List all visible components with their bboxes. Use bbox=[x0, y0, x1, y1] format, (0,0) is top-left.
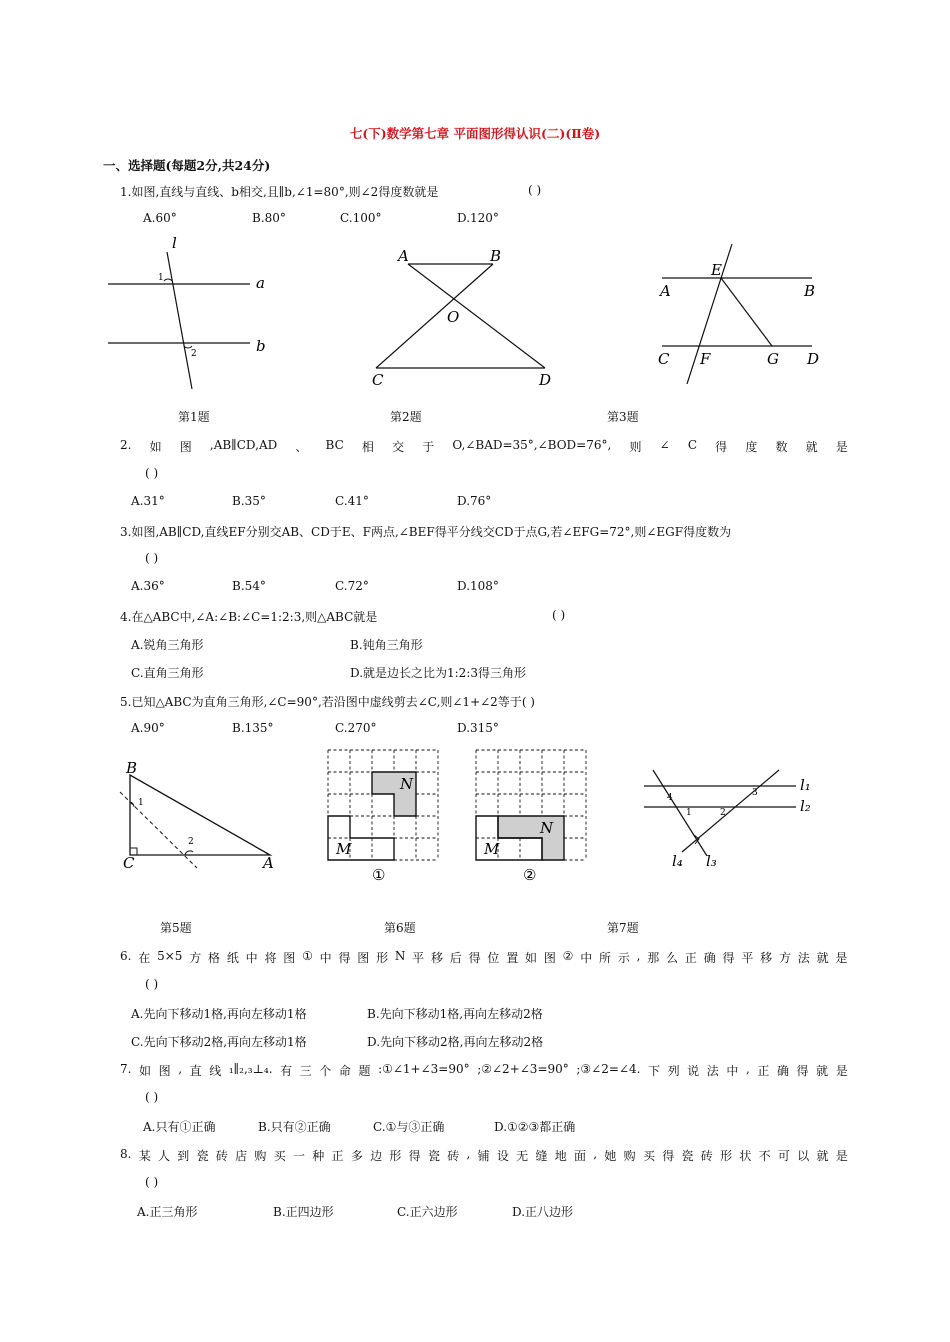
line-l3 bbox=[653, 770, 707, 856]
stem-fragment: , bbox=[466, 1147, 471, 1161]
label-M: M bbox=[336, 840, 352, 858]
question-6-options-row2 bbox=[0, 1033, 950, 1049]
label-l1: l₁ bbox=[800, 776, 811, 794]
stem-fragment: 正 bbox=[757, 1064, 770, 1078]
stem-fragment: 度 bbox=[745, 440, 758, 454]
label-circled-2: ② bbox=[523, 866, 537, 884]
segment-eg bbox=[721, 278, 772, 346]
stem-fragment: 2. bbox=[120, 438, 132, 452]
stem-fragment: 则 bbox=[629, 440, 642, 454]
stem-fragment: 后 bbox=[449, 951, 462, 965]
q6-option-b: B.先向下移动1格,再向左移动2格 bbox=[367, 1007, 543, 1021]
stem-fragment: 7. bbox=[120, 1062, 132, 1076]
stem-fragment: 示 bbox=[617, 951, 630, 965]
label-l3: l₃ bbox=[706, 852, 717, 870]
q8-option-d: D.正八边形 bbox=[512, 1205, 574, 1219]
question-4-options-row1 bbox=[0, 636, 950, 652]
caption-figure-3: 第3题 bbox=[607, 410, 639, 424]
q2-option-d: D.76° bbox=[457, 494, 492, 508]
section-heading: 一、选择题(每题2分,共24分) bbox=[103, 158, 271, 173]
stem-fragment: 直 bbox=[189, 1064, 202, 1078]
stem-fragment: 瓷 bbox=[427, 1149, 440, 1163]
label-G: G bbox=[767, 350, 779, 368]
question-7-stem bbox=[120, 1062, 848, 1079]
stem-fragment: 买 bbox=[642, 1149, 655, 1163]
angle-1-arc bbox=[164, 279, 172, 281]
label-angle-2: 2 bbox=[720, 808, 726, 818]
segment-ad bbox=[408, 264, 545, 368]
label-C: C bbox=[372, 371, 384, 389]
q5-option-d: D.315° bbox=[457, 721, 499, 735]
stem-fragment: ;②∠2+∠3=90° bbox=[477, 1062, 569, 1076]
line-l4 bbox=[682, 770, 779, 852]
question-3-stem: 3.如图,AB∥CD,直线EF分别交AB、CD于E、F两点,∠BEF得平分线交CD于点G,若∠EFG=72°,则∠EGF得度数为 bbox=[120, 525, 732, 539]
stem-fragment: 6. bbox=[120, 949, 132, 963]
stem-fragment: C bbox=[687, 438, 698, 452]
figure-3 bbox=[650, 238, 830, 388]
question-6-bracket: ( ) bbox=[145, 977, 159, 991]
stem-fragment: 下 bbox=[647, 1064, 660, 1078]
stem-fragment: , bbox=[745, 1062, 750, 1076]
stem-fragment: 正 bbox=[331, 1149, 344, 1163]
stem-fragment: 位 bbox=[487, 951, 500, 965]
stem-fragment: 线 bbox=[209, 1064, 222, 1078]
stem-fragment: 就 bbox=[816, 1149, 829, 1163]
label-C: C bbox=[123, 854, 135, 872]
stem-fragment: 图 bbox=[179, 440, 192, 454]
line-l bbox=[167, 252, 192, 389]
stem-fragment: 图 bbox=[283, 951, 296, 965]
caption-figure-7: 第7题 bbox=[607, 921, 639, 935]
label-angle-4: 4 bbox=[667, 793, 673, 803]
q5-option-b: B.135° bbox=[232, 721, 274, 735]
q7-option-d: D.①②③都正确 bbox=[494, 1120, 576, 1134]
q8-option-c: C.正六边形 bbox=[397, 1205, 458, 1219]
q1-option-a: A.60° bbox=[143, 211, 177, 225]
stem-fragment: 个 bbox=[319, 1064, 332, 1078]
stem-fragment: 购 bbox=[254, 1149, 267, 1163]
stem-fragment: 8. bbox=[120, 1147, 132, 1161]
stem-fragment: 如 bbox=[525, 951, 538, 965]
stem-fragment: 是 bbox=[835, 951, 848, 965]
stem-fragment: 买 bbox=[273, 1149, 286, 1163]
question-4-options-row2 bbox=[0, 664, 950, 680]
stem-fragment: 边 bbox=[370, 1149, 383, 1163]
stem-fragment: 如 bbox=[149, 440, 162, 454]
stem-fragment: 中 bbox=[726, 1064, 739, 1078]
stem-fragment: 确 bbox=[703, 951, 716, 965]
stem-fragment: 在 bbox=[138, 951, 151, 965]
question-1-bracket: ( ) bbox=[528, 183, 542, 197]
stem-fragment: ∠ bbox=[659, 438, 670, 452]
stem-fragment: 中 bbox=[580, 951, 593, 965]
stem-fragment: 图 bbox=[158, 1064, 171, 1078]
q3-option-d: D.108° bbox=[457, 579, 499, 593]
question-8-bracket: ( ) bbox=[145, 1175, 159, 1189]
page-title: 七(下)数学第七章 平面图形得认识(二)(Ⅱ卷) bbox=[349, 126, 601, 141]
label-a: a bbox=[256, 274, 265, 292]
stem-fragment: 图 bbox=[357, 951, 370, 965]
q1-option-b: B.80° bbox=[252, 211, 286, 225]
stem-fragment: 缝 bbox=[535, 1149, 548, 1163]
question-4-stem: 4.在△ABC中,∠A:∠B:∠C=1:2:3,则△ABC就是 bbox=[120, 610, 378, 624]
stem-fragment: 三 bbox=[299, 1064, 312, 1078]
stem-fragment: 有 bbox=[280, 1064, 293, 1078]
stem-fragment: 瓷 bbox=[196, 1149, 209, 1163]
q7-option-c: C.①与③正确 bbox=[373, 1120, 445, 1134]
stem-fragment: , bbox=[178, 1062, 183, 1076]
stem-fragment: 到 bbox=[177, 1149, 190, 1163]
stem-fragment: N bbox=[394, 949, 406, 963]
caption-figure-1: 第1题 bbox=[178, 410, 210, 424]
stem-fragment: 置 bbox=[506, 951, 519, 965]
label-D: D bbox=[807, 350, 820, 368]
stem-fragment: 法 bbox=[797, 951, 810, 965]
stem-fragment: 得 bbox=[468, 951, 481, 965]
stem-fragment: ,AB∥CD,AD bbox=[209, 438, 278, 452]
question-2-options bbox=[0, 494, 950, 510]
q7-option-b: B.只有②正确 bbox=[258, 1120, 331, 1134]
stem-fragment: 砖 bbox=[215, 1149, 228, 1163]
stem-fragment: 、 bbox=[295, 440, 308, 454]
stem-fragment: 相 bbox=[361, 440, 374, 454]
q6-option-c: C.先向下移动2格,再向左移动1格 bbox=[131, 1035, 307, 1049]
stem-fragment: 是 bbox=[835, 1149, 848, 1163]
stem-fragment: 多 bbox=[350, 1149, 363, 1163]
label-M: M bbox=[484, 840, 500, 858]
stem-fragment: 砖 bbox=[447, 1149, 460, 1163]
q4-option-b: B.钝角三角形 bbox=[350, 638, 423, 652]
stem-fragment: 得 bbox=[338, 951, 351, 965]
label-angle-2: 2 bbox=[191, 349, 197, 359]
stem-fragment: 中 bbox=[319, 951, 332, 965]
stem-fragment: 命 bbox=[338, 1064, 351, 1078]
stem-fragment: 题 bbox=[358, 1064, 371, 1078]
segment-bc bbox=[376, 264, 493, 368]
question-1-options bbox=[0, 211, 950, 227]
stem-fragment: ₁∥₂,₃⊥₄. bbox=[228, 1062, 273, 1076]
stem-fragment: 瓷 bbox=[681, 1149, 694, 1163]
stem-fragment: BC bbox=[325, 438, 344, 452]
label-l2: l₂ bbox=[800, 797, 811, 815]
stem-fragment: 状 bbox=[739, 1149, 752, 1163]
question-6-options-row1 bbox=[0, 1005, 950, 1021]
question-2-stem bbox=[120, 438, 848, 455]
question-4-bracket: ( ) bbox=[552, 608, 566, 622]
stem-fragment: 种 bbox=[312, 1149, 325, 1163]
q8-option-b: B.正四边形 bbox=[273, 1205, 334, 1219]
label-b: b bbox=[256, 337, 266, 355]
caption-figure-6: 第6题 bbox=[384, 921, 416, 935]
stem-fragment: 于 bbox=[422, 440, 435, 454]
stem-fragment: 砖 bbox=[700, 1149, 713, 1163]
stem-fragment: , bbox=[636, 949, 641, 963]
stem-fragment: 是 bbox=[835, 1064, 848, 1078]
q4-option-d: D.就是边长之比为1:2:3得三角形 bbox=[350, 666, 526, 680]
question-5-stem: 5.已知△ABC为直角三角形,∠C=90°,若沿图中虚线剪去∠C,则∠1+∠2等于( ) bbox=[120, 695, 535, 709]
question-1-stem: 1.如图,直线与直线、b相交,且∥b,∠1=80°,则∠2得度数就是 bbox=[120, 185, 439, 199]
q3-option-c: C.72° bbox=[335, 579, 369, 593]
stem-fragment: 如 bbox=[139, 1064, 152, 1078]
q8-option-a: A.正三角形 bbox=[137, 1205, 198, 1219]
label-E: E bbox=[711, 261, 722, 279]
label-F: F bbox=[700, 350, 711, 368]
stem-fragment: 面 bbox=[574, 1149, 587, 1163]
q5-option-c: C.270° bbox=[335, 721, 377, 735]
label-angle-1: 1 bbox=[158, 273, 164, 283]
stem-fragment: 得 bbox=[722, 951, 735, 965]
stem-fragment: ① bbox=[302, 949, 313, 963]
stem-fragment: 么 bbox=[666, 951, 679, 965]
label-angle-1: 1 bbox=[686, 808, 692, 818]
stem-fragment: 铺 bbox=[477, 1149, 490, 1163]
stem-fragment: 平 bbox=[741, 951, 754, 965]
stem-fragment: 地 bbox=[554, 1149, 567, 1163]
label-A: A bbox=[660, 282, 671, 300]
stem-fragment: 列 bbox=[667, 1064, 680, 1078]
q5-option-a: A.90° bbox=[131, 721, 165, 735]
stem-fragment: 数 bbox=[775, 440, 788, 454]
stem-fragment: , bbox=[593, 1147, 598, 1161]
label-N: N bbox=[540, 819, 554, 837]
label-A: A bbox=[263, 854, 274, 872]
stem-fragment: 就 bbox=[816, 1064, 829, 1078]
stem-fragment: 以 bbox=[797, 1149, 810, 1163]
stem-fragment: 无 bbox=[516, 1149, 529, 1163]
q2-option-c: C.41° bbox=[335, 494, 369, 508]
question-3-options bbox=[0, 579, 950, 595]
label-B: B bbox=[804, 282, 816, 300]
angle-2-arc bbox=[184, 346, 192, 348]
stem-fragment: 设 bbox=[496, 1149, 509, 1163]
stem-fragment: 人 bbox=[158, 1149, 171, 1163]
stem-fragment: 不 bbox=[758, 1149, 771, 1163]
stem-fragment: :①∠1+∠3=90° bbox=[378, 1062, 470, 1076]
label-angle-1: 1 bbox=[138, 798, 144, 808]
q6-option-d: D.先向下移动2格,再向左移动2格 bbox=[367, 1035, 544, 1049]
stem-fragment: 一 bbox=[292, 1149, 305, 1163]
figure-6-grid-1 bbox=[320, 745, 450, 885]
stem-fragment: 就 bbox=[805, 440, 818, 454]
stem-fragment: 她 bbox=[604, 1149, 617, 1163]
q1-option-d: D.120° bbox=[457, 211, 499, 225]
stem-fragment: 将 bbox=[264, 951, 277, 965]
stem-fragment: 是 bbox=[835, 440, 848, 454]
stem-fragment: O,∠BAD=35°,∠BOD=76°, bbox=[452, 438, 612, 452]
stem-fragment: 方 bbox=[189, 951, 202, 965]
label-angle-2: 2 bbox=[188, 837, 194, 847]
label-circled-1: ① bbox=[372, 866, 386, 884]
q1-option-c: C.100° bbox=[340, 211, 382, 225]
question-2-bracket: ( ) bbox=[145, 466, 159, 480]
question-8-options bbox=[0, 1203, 950, 1219]
figure-1 bbox=[100, 234, 280, 394]
question-8-stem bbox=[120, 1147, 848, 1164]
label-l4: l₄ bbox=[672, 852, 683, 870]
stem-fragment: 得 bbox=[662, 1149, 675, 1163]
stem-fragment: 移 bbox=[430, 951, 443, 965]
stem-fragment: 形 bbox=[389, 1149, 402, 1163]
label-B: B bbox=[126, 760, 138, 777]
stem-fragment: 某 bbox=[138, 1149, 151, 1163]
stem-fragment: 形 bbox=[376, 951, 389, 965]
question-5-options bbox=[0, 721, 950, 737]
stem-fragment: 购 bbox=[623, 1149, 636, 1163]
stem-fragment: 形 bbox=[720, 1149, 733, 1163]
stem-fragment: 就 bbox=[816, 951, 829, 965]
label-angle-3: 3 bbox=[752, 788, 758, 798]
stem-fragment: 说 bbox=[687, 1064, 700, 1078]
stem-fragment: 5×5 bbox=[157, 949, 183, 963]
q7-option-a: A.只有①正确 bbox=[143, 1120, 216, 1134]
question-3-bracket: ( ) bbox=[145, 551, 159, 565]
stem-fragment: 那 bbox=[647, 951, 660, 965]
stem-fragment: 得 bbox=[408, 1149, 421, 1163]
label-D: D bbox=[539, 371, 552, 389]
stem-fragment: ② bbox=[562, 949, 574, 963]
caption-figure-5: 第5题 bbox=[160, 921, 192, 935]
stem-fragment: 移 bbox=[760, 951, 773, 965]
stem-fragment: 平 bbox=[412, 951, 425, 965]
label-N: N bbox=[400, 775, 414, 793]
stem-fragment: 正 bbox=[684, 951, 697, 965]
q2-option-a: A.31° bbox=[131, 494, 165, 508]
label-l: l bbox=[172, 234, 177, 252]
stem-fragment: 方 bbox=[778, 951, 791, 965]
question-7-bracket: ( ) bbox=[145, 1090, 159, 1104]
q6-option-a: A.先向下移动1格,再向左移动1格 bbox=[131, 1007, 307, 1021]
stem-fragment: 所 bbox=[599, 951, 612, 965]
label-A: A bbox=[398, 247, 409, 265]
question-6-stem bbox=[120, 949, 848, 966]
label-C: C bbox=[658, 350, 670, 368]
label-O: O bbox=[447, 308, 460, 326]
figure-2 bbox=[360, 245, 570, 390]
stem-fragment: 纸 bbox=[226, 951, 239, 965]
stem-fragment: 中 bbox=[245, 951, 258, 965]
q3-option-a: A.36° bbox=[131, 579, 165, 593]
stem-fragment: 可 bbox=[777, 1149, 790, 1163]
q3-option-b: B.54° bbox=[232, 579, 266, 593]
stem-fragment: 确 bbox=[776, 1064, 789, 1078]
label-B: B bbox=[490, 247, 502, 265]
stem-fragment: 格 bbox=[208, 951, 221, 965]
figure-7 bbox=[636, 762, 826, 877]
caption-figure-2: 第2题 bbox=[390, 410, 422, 424]
stem-fragment: 得 bbox=[796, 1064, 809, 1078]
question-7-options bbox=[0, 1118, 950, 1134]
stem-fragment: 店 bbox=[235, 1149, 248, 1163]
stem-fragment: 得 bbox=[715, 440, 728, 454]
figure-6-grid-2 bbox=[468, 745, 598, 885]
stem-fragment: 法 bbox=[706, 1064, 719, 1078]
q4-option-a: A.锐角三角形 bbox=[131, 638, 204, 652]
figure-5 bbox=[115, 760, 285, 875]
q2-option-b: B.35° bbox=[232, 494, 266, 508]
stem-fragment: ;③∠2=∠4. bbox=[576, 1062, 641, 1076]
stem-fragment: 图 bbox=[543, 951, 556, 965]
triangle-abc bbox=[130, 775, 270, 855]
stem-fragment: 交 bbox=[392, 440, 405, 454]
q4-option-c: C.直角三角形 bbox=[131, 666, 204, 680]
